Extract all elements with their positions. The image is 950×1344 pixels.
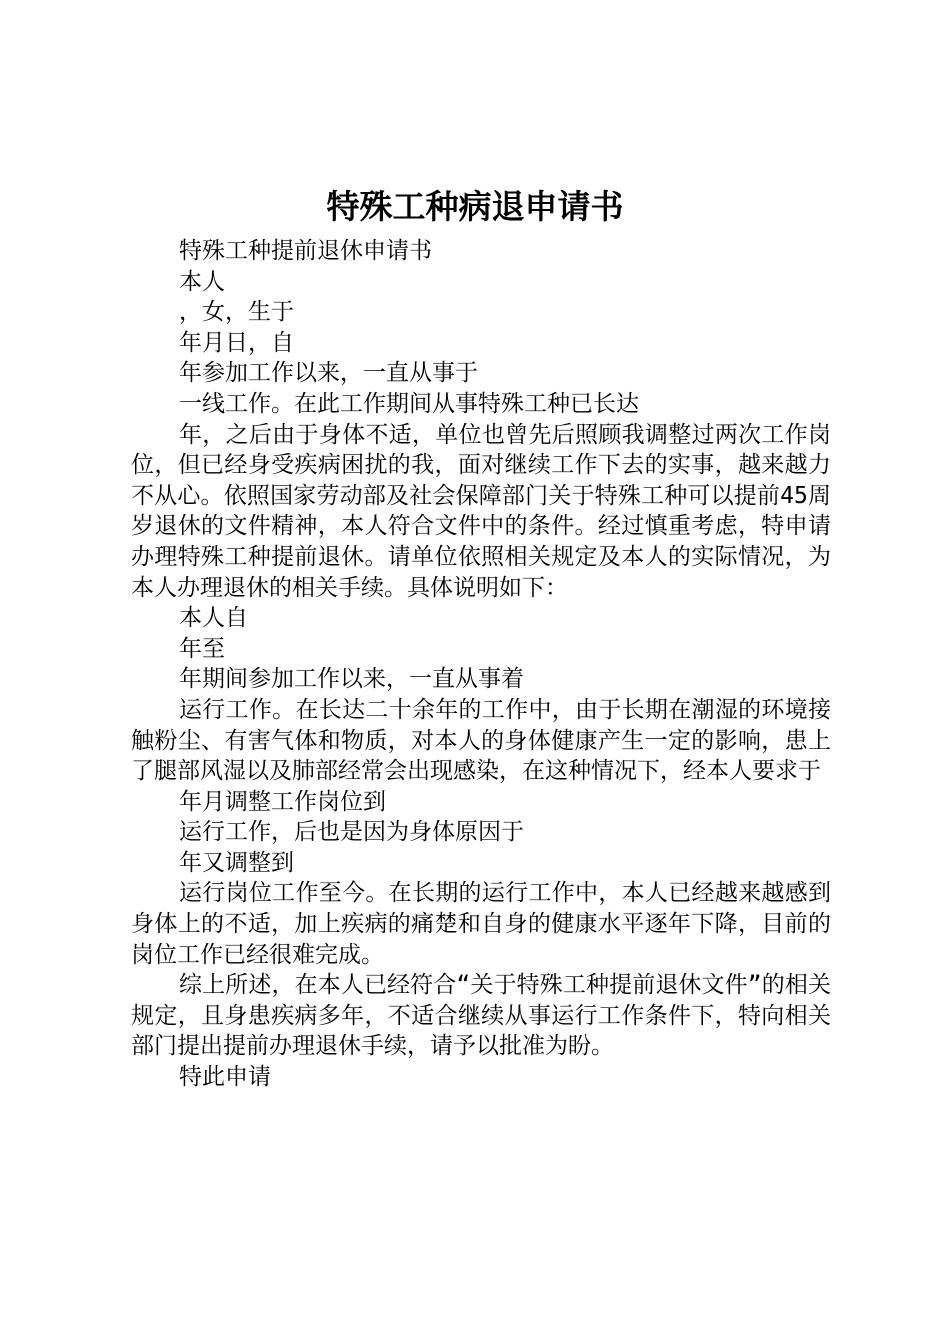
document-body (131, 236, 831, 1093)
paragraph: 年参加工作以来，一直从事于 (179, 360, 478, 387)
document-title: 特殊工种病退申请书 (326, 187, 624, 226)
paragraph: 年月日，自 (179, 329, 294, 356)
paragraph: 运行工作，后也是因为身体原因于 (179, 819, 524, 846)
paragraph: 本人 (179, 268, 225, 295)
paragraph: 本人自 (179, 605, 248, 632)
paragraph: 综上所述，在本人已经符合“关于特殊工种提前退休文件”的相关规定，且身患疾病多年，不适合继续从事运行工作条件下，特向相关部门提出提前办理退休手续，请予以批准为盼。 (131, 972, 831, 1060)
paragraph: 年月调整工作岗位到 (179, 788, 386, 815)
paragraph: 年期间参加工作以来，一直从事着 (179, 666, 524, 693)
paragraph: 一线工作。在此工作期间从事特殊工种已长达 (179, 390, 639, 417)
paragraph: 特此申请 (179, 1064, 271, 1091)
paragraph: 年至 (179, 635, 225, 662)
paragraph: 年，之后由于身体不适，单位也曾先后照顾我调整过两次工作岗位，但已经身受疾病困扰的我，面对继续工作下去的实事，越来越力不从心。依照国家劳动部及社会保障部门关于特殊工种可以提前45周岁退休的文件精神，本人符合文件中的条件。经过慎重考虑，特申请办理特殊工种提前退休。请单位依照相关规定及本人的实际情况，为本人办理退休的相关手续。具体说明如下： (131, 421, 831, 601)
paragraph: 年又调整到 (179, 849, 294, 876)
paragraph: ，女，生于 (179, 299, 294, 326)
paragraph: 运行岗位工作至今。在长期的运行工作中，本人已经越来越感到身体上的不适，加上疾病的痛楚和自身的健康水平逐年下降，目前的岗位工作已经很难完成。 (131, 880, 831, 968)
paragraph: 特殊工种提前退休申请书 (179, 238, 432, 264)
paragraph: 运行工作。在长达二十余年的工作中，由于长期在潮湿的环境接触粉尘、有害气体和物质，对本人的身体健康产生一定的影响，患上了腿部风湿以及肺部经常会出现感染，在这种情况下，经本人要求于 (131, 696, 831, 785)
